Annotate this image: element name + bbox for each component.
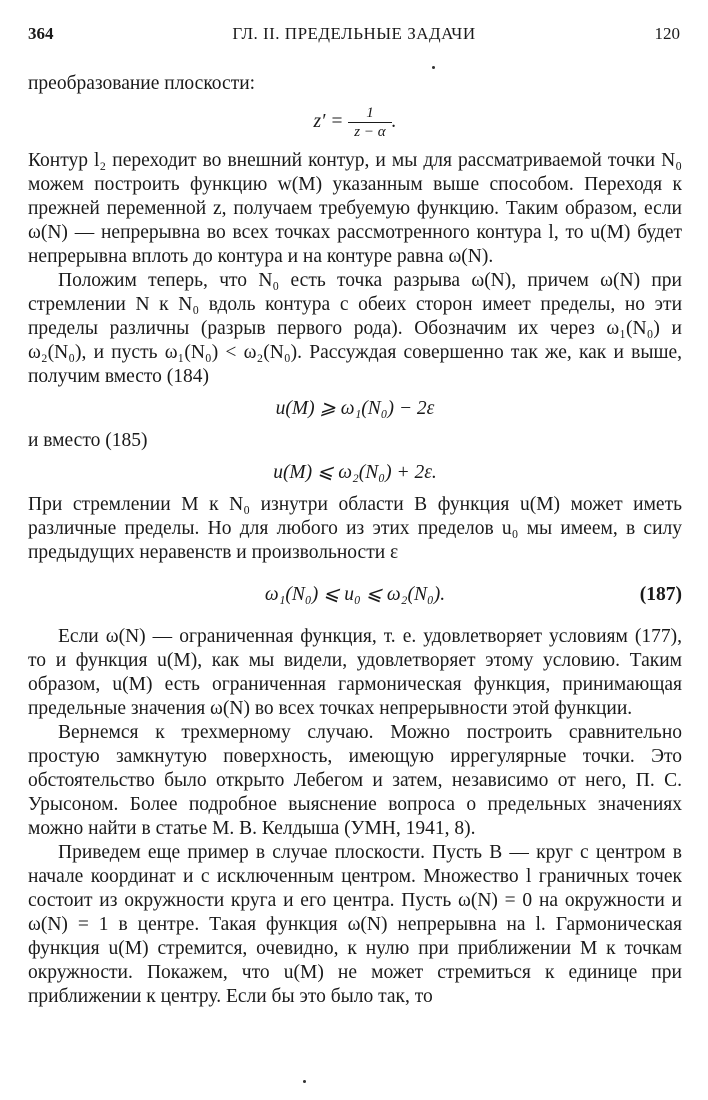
page-body [28,72,682,1009]
equation-upper-bound: u(M) ⩽ ω₂(N₀) + 2ε. [273,462,437,483]
paragraph-6: Если ω(N) — ограниченная функция, т. е. удовлетворяет условиям (177), то и функция u(M), как мы видели, удовлетворяет этому условию. Таким образом, u(M) есть ограниченная гармоническая функция, принимающая предельные значения ω(N) во всех точках непрерывности этой функции. [28,626,682,719]
paragraph-3: Положим теперь, что N₀ есть точка разрыва ω(N), причем ω(N) при стремлении N к N₀ вдоль контура с обеих сторон имеет пределы, но эти пределы различны (разрыв первого рода). Обозначим их через ω₁(N₀) и ω₂(N₀), и пусть ω₁(N₀) < ω₂(N₀). Рассуждая совершенно так же, как и выше, получим вместо (184) [28,270,682,387]
running-header [28,24,680,48]
page-number: 364 [28,24,54,43]
equation-lhs: z′ = [313,110,344,132]
chapter-title: ГЛ. II. ПРЕДЕЛЬНЫЕ ЗАДАЧИ [232,24,476,43]
equation-number: (187) [639,584,682,605]
print-speck [303,1080,306,1083]
equation-187 [28,583,682,607]
section-number: 120 [654,24,680,43]
paragraph-7: Вернемся к трехмерному случаю. Можно построить сравнительно простую замкнутую поверхность, имеющую иррегулярные точки. Это обстоятельство было открыто Лебегом и затем, независимо от него, П. С. Урысоном. Более подробное выяснение вопроса о предельных значениях можно найти в статье М. В. Келдыша (УМН, 1941, 8). [28,722,682,839]
fraction-numerator: 1 [348,104,391,123]
equation-transform [28,104,682,141]
fraction [348,104,391,141]
fraction-denominator: z − α [354,124,386,140]
paragraph-1: преобразование плоскости: [28,73,256,94]
equation-end: . [391,110,397,132]
paragraph-8: Приведем еще пример в случае плоскости. Пусть B — круг с центром в начале координат и с исключенным центром. Множество l граничных точек состоит из окружности круга и его центра. Пусть ω(N) = 0 на окружности и ω(N) = 1 в центре. Такая функция ω(N) непрерывна на l. Гармоническая функция u(M) стремится, очевидно, к нулю при приближении M к точкам окружности. Покажем, что u(M) не может стремиться к единице при приближении к центру. Если бы это было так, то [28,842,682,1007]
print-speck [432,66,435,69]
paragraph-4: и вместо (185) [28,430,148,451]
equation-lower-bound: u(M) ⩾ ω₁(N₀) − 2ε [275,398,435,419]
paragraph-2: Контур l₂ переходит во внешний контур, и мы для рассматриваемой точки N₀ можем построить функцию w(M) указанным выше способом. Переходя к прежней переменной z, получаем требуемую функцию. Таким образом, если ω(N) — непрерывна во всех точках рассмотренного контура l, то u(M) будет непрерывна вплоть до контура и на контуре равна ω(N). [28,150,682,267]
equation-187-body: ω₁(N₀) ⩽ u₀ ⩽ ω₂(N₀). [264,584,446,605]
paragraph-5: При стремлении M к N₀ изнутри области B функция u(M) может иметь различные пределы. Но для любого из этих пределов u₀ мы имеем, в силу предыдущих неравенств и произвольности ε [28,494,682,563]
